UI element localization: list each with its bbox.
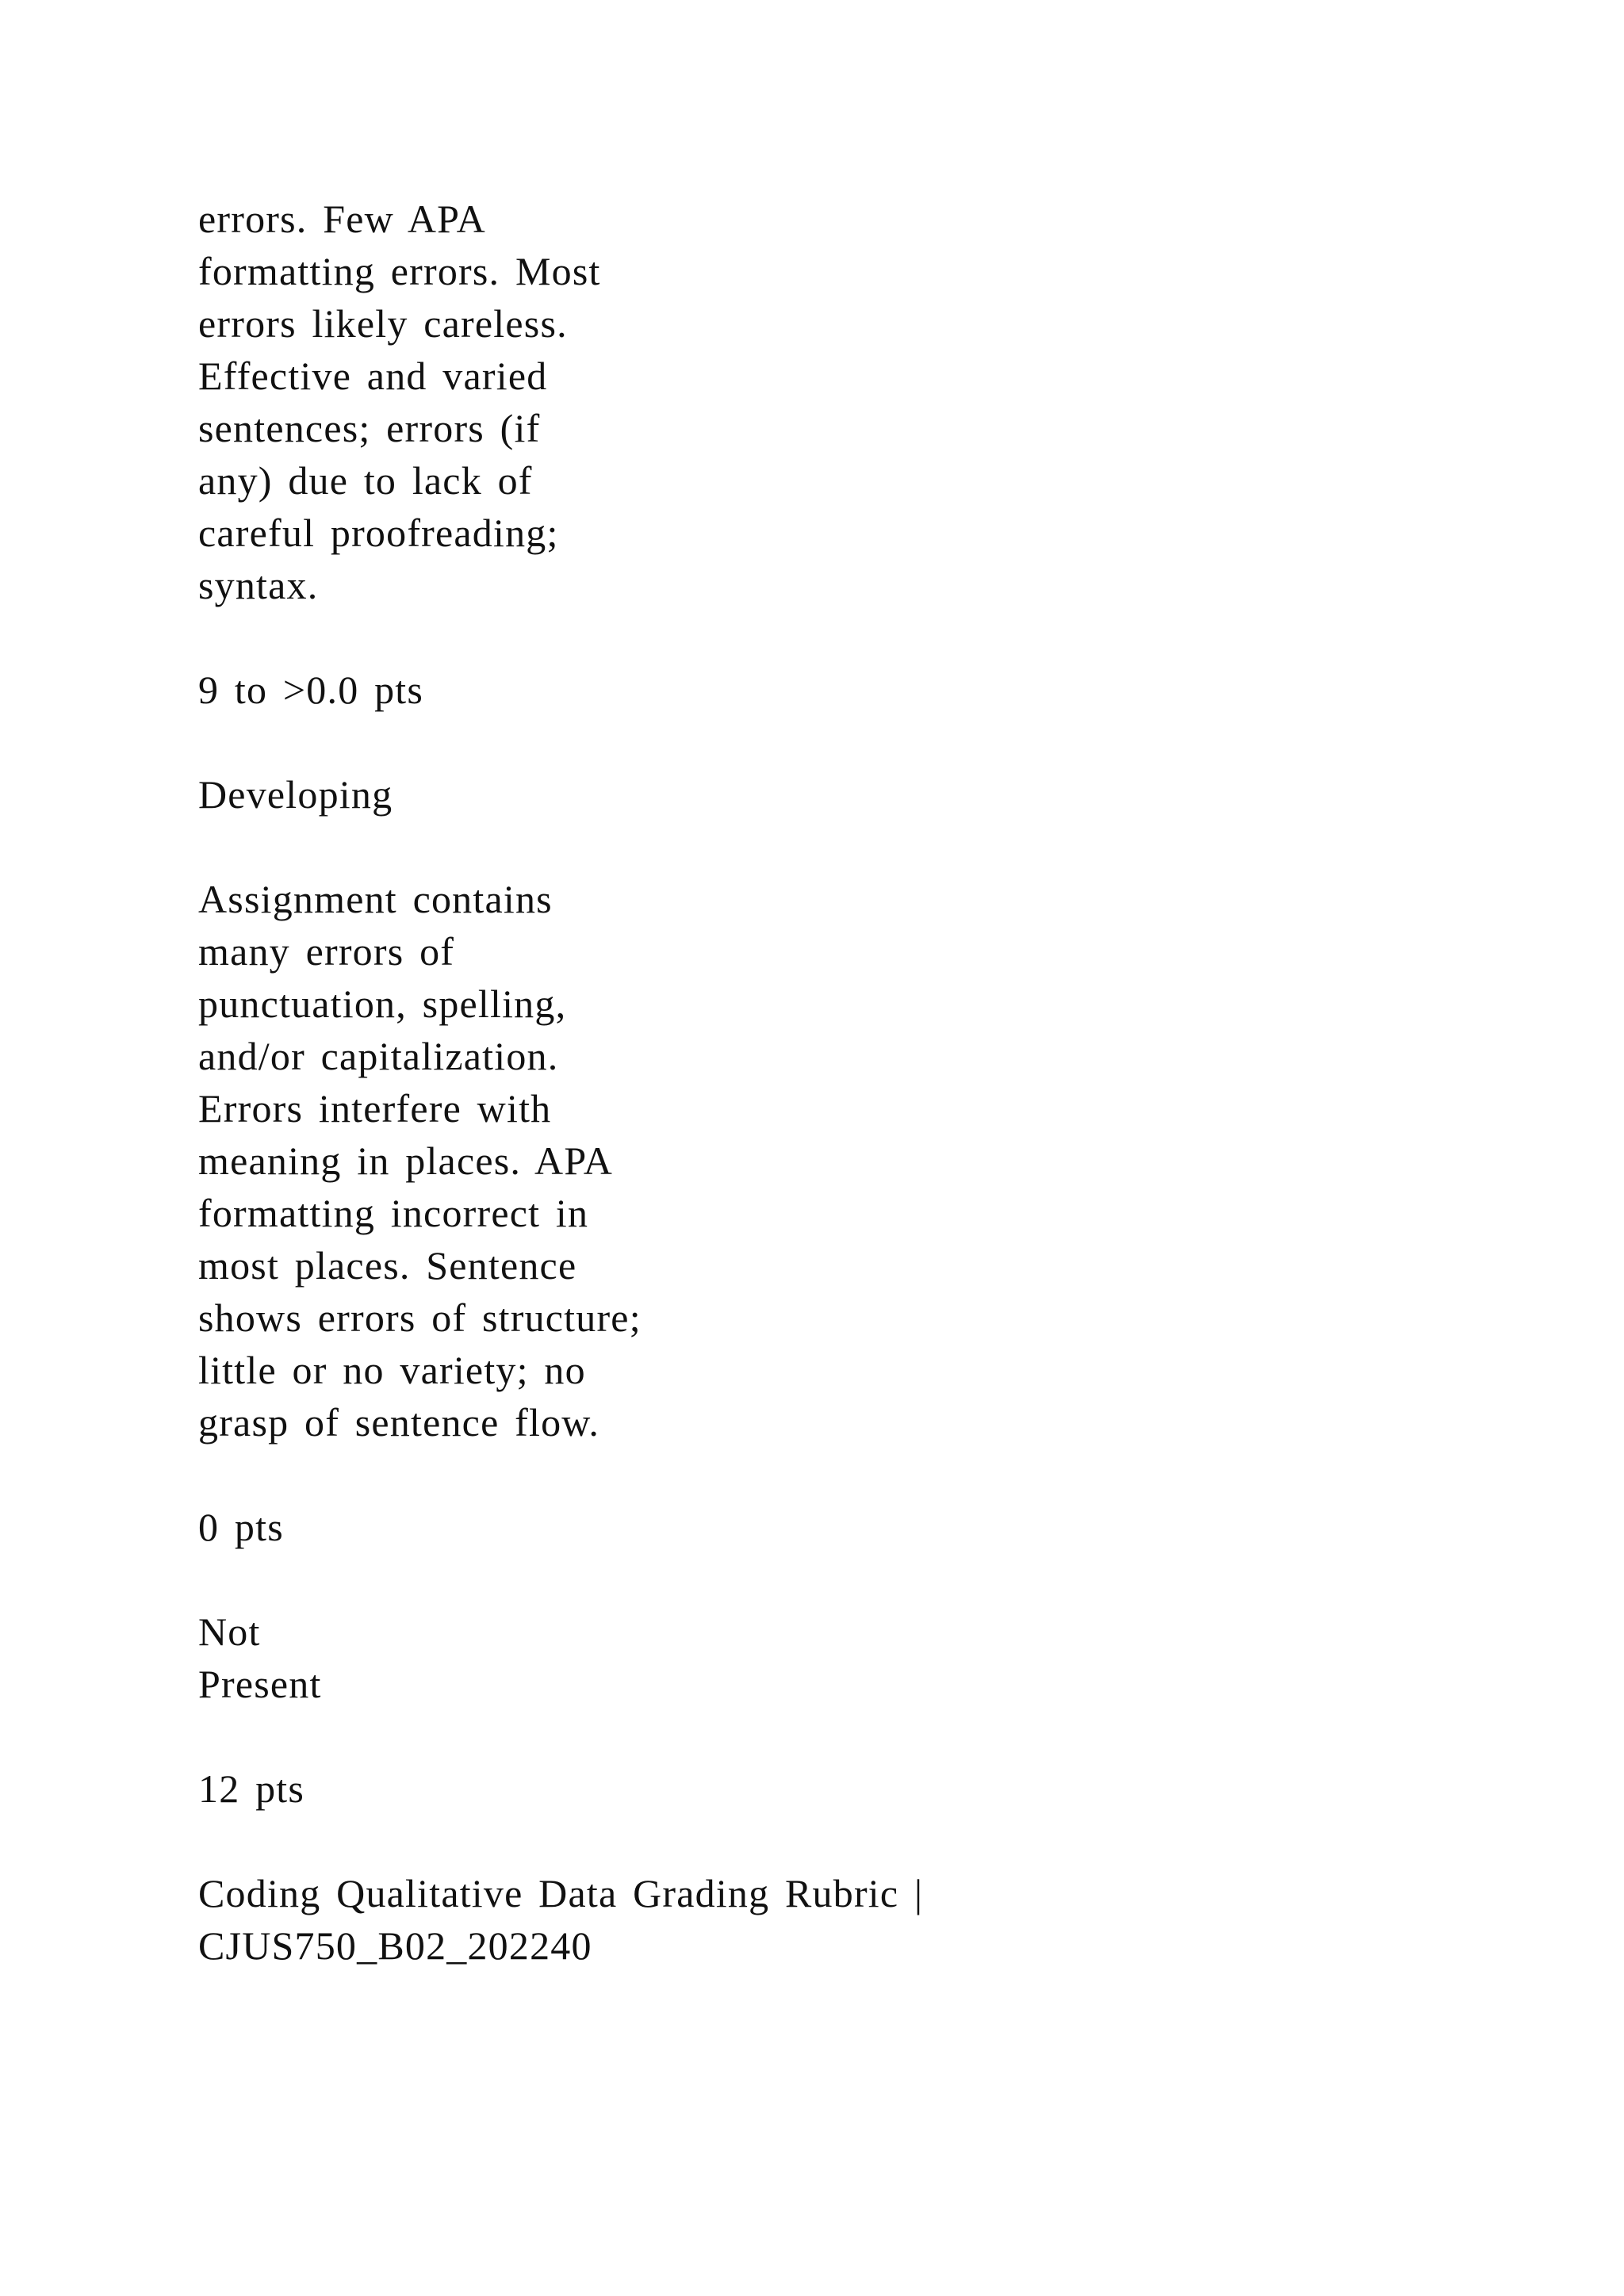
text-line: many errors of	[198, 929, 455, 974]
developing-label	[198, 768, 1388, 821]
text-line: formatting errors. Most	[198, 249, 601, 293]
developing-description	[198, 873, 1388, 1448]
text-line: syntax.	[198, 563, 319, 607]
points-value: 12 pts	[198, 1766, 305, 1811]
developing-points	[198, 664, 1388, 716]
text-line: any) due to lack of	[198, 458, 533, 503]
not-present-label	[198, 1605, 1388, 1710]
title-line: Coding Qualitative Data Grading Rubric |	[198, 1871, 924, 1915]
text-line: most places. Sentence	[198, 1243, 577, 1288]
text-line: careful proofreading;	[198, 511, 559, 555]
text-line: formatting incorrect in	[198, 1191, 589, 1235]
text-line: shows errors of structure;	[198, 1295, 642, 1340]
points-value: 9 to >0.0 pts	[198, 668, 424, 712]
text-line: Errors interfere with	[198, 1086, 552, 1131]
rubric-title	[198, 1867, 1388, 1972]
text-line: grasp of sentence flow.	[198, 1400, 600, 1445]
exemplary-description-tail	[198, 193, 1388, 611]
text-line: punctuation, spelling,	[198, 982, 567, 1026]
rating-label: Developing	[198, 772, 393, 817]
points-value: 0 pts	[198, 1505, 284, 1549]
title-line: CJUS750_B02_202240	[198, 1923, 592, 1968]
text-line: little or no variety; no	[198, 1348, 586, 1392]
rating-label: Not	[198, 1609, 261, 1654]
text-line: Assignment contains	[198, 877, 553, 921]
not-present-points	[198, 1501, 1388, 1553]
text-line: errors likely careless.	[198, 301, 568, 346]
text-line: meaning in places. APA	[198, 1138, 614, 1183]
text-line: sentences; errors (if	[198, 406, 541, 450]
rating-label: Present	[198, 1662, 322, 1706]
text-line: Effective and varied	[198, 354, 548, 398]
text-line: and/or capitalization.	[198, 1034, 559, 1078]
criterion-total-points	[198, 1762, 1388, 1815]
text-line: errors. Few APA	[198, 197, 486, 241]
document-body	[198, 193, 1388, 2024]
